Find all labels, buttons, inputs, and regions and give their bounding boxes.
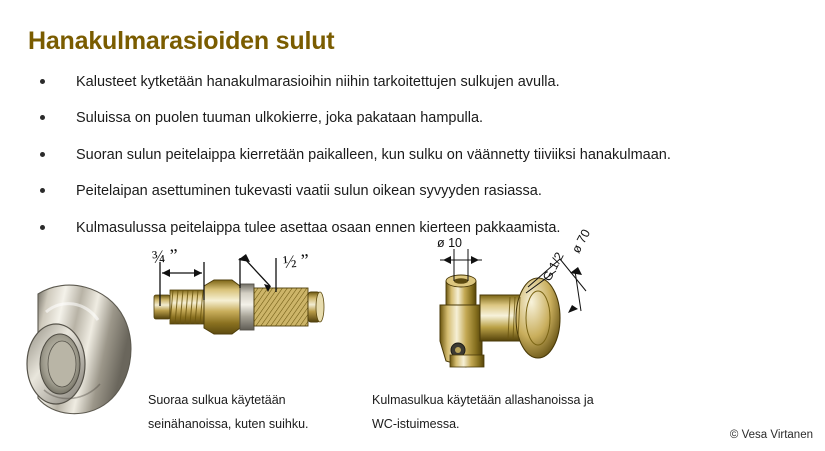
bullet-dot-icon — [40, 115, 45, 120]
list-item — [34, 143, 734, 168]
list-item-text: Suluissa on puolen tuuman ulkokierre, joka pakataan hampulla. — [76, 110, 484, 127]
copyright-notice: © Vesa Virtanen — [729, 429, 813, 441]
dimension-label-thread-small: ½ ” — [282, 249, 310, 273]
caption-angle-valve: Kulmasulkua käytetään allashanoissa ja WC-istuimessa. — [372, 393, 594, 432]
list-item — [34, 216, 734, 241]
list-item-text: Suoran sulun peitelaippa kierretään paikalleen, kun sulku on väännetty tiiviiksi hanakulmaan. — [76, 146, 671, 163]
caption-straight-valve: Suoraa sulkua käytetään seinähanoissa, kuten suihku. — [148, 393, 309, 432]
bullet-dot-icon — [40, 225, 45, 230]
angle-valve-illustration — [410, 235, 625, 390]
list-item — [34, 106, 734, 131]
list-item — [34, 70, 734, 95]
bullet-dot-icon — [40, 188, 45, 193]
list-item-text: Kulmasulussa peitelaippa tulee asettaa osaan ennen kierteen pakkaamista. — [76, 219, 561, 236]
cover-flange-illustration — [16, 272, 151, 427]
list-item-text: Kalusteet kytketään hanakulmarasioihin niihin tarkoitettujen sulkujen avulla. — [76, 74, 560, 90]
bullet-dot-icon — [40, 79, 45, 84]
list-item — [34, 179, 734, 204]
list-item-text: Peitelaipan asettuminen tukevasti vaatii sulun oikean syvyyden rasiassa. — [76, 183, 542, 200]
dimension-label-outer-diameter: ø 70 — [569, 226, 594, 256]
dimension-label-bore: ø 10 — [437, 236, 463, 250]
dimension-label-thread-g12: G 1/2 — [540, 250, 567, 284]
bullet-list — [34, 70, 734, 252]
dimension-label-thread-large: ¾ ” — [151, 244, 179, 268]
page-title: Hanakulmarasioiden sulut — [28, 27, 335, 55]
bullet-dot-icon — [40, 152, 45, 157]
